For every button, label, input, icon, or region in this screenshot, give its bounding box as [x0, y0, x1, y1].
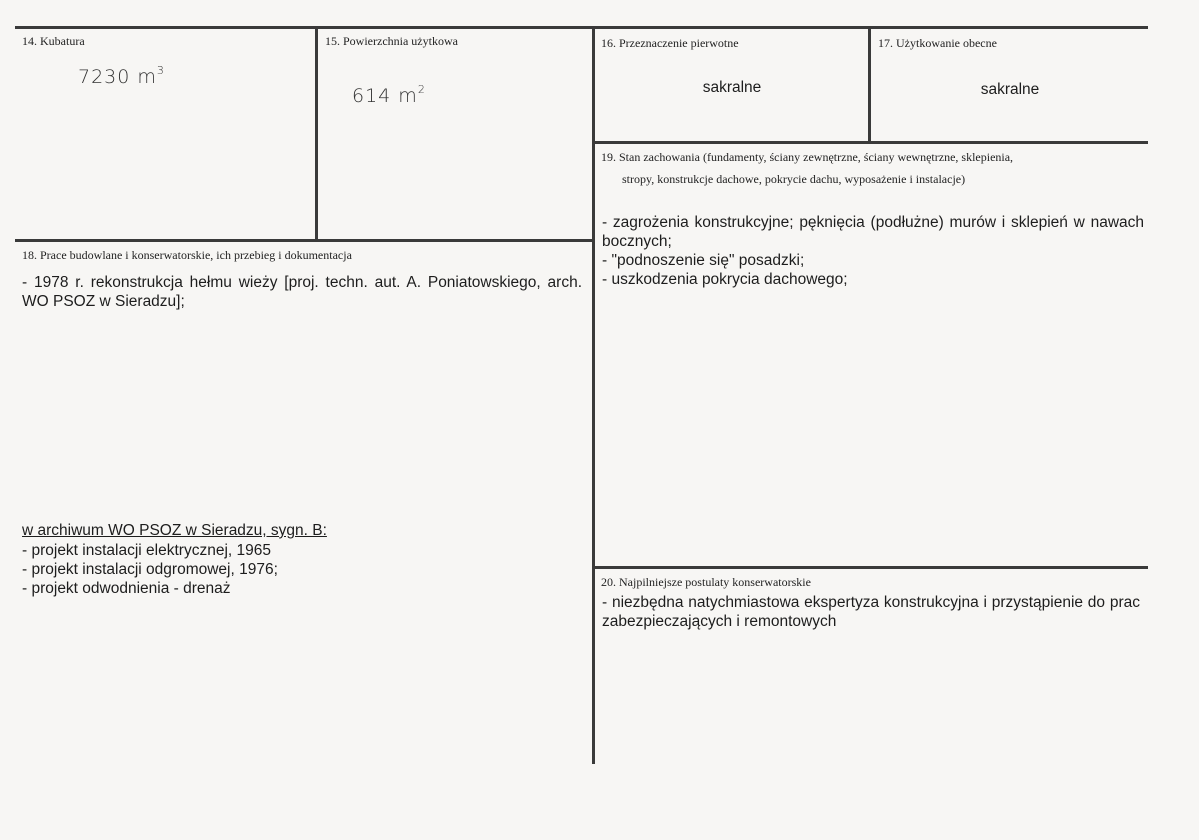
field-15-value: 614 $m^2$ [352, 83, 426, 107]
field-18-archive-list [22, 541, 582, 598]
field-19-label-line1: 19. Stan zachowania (fundamenty, ściany zewnętrzne, ściany wewnętrzne, sklepienia, [601, 150, 1014, 164]
top-border [15, 26, 1148, 29]
archive-item: - projekt odwodnienia - drenaż [22, 580, 231, 597]
field-18-text: - 1978 r. rekonstrukcja hełmu wieży [proj. techn. aut. A. Poniatowskiego, arch. WO PSOZ w Sieradzu]; [22, 274, 582, 310]
field-19-items [602, 213, 1144, 289]
field-17-label: 17. Użytkowanie obecne [878, 36, 997, 50]
field-19-label-line2: stropy, konstrukcje dachowe, pokrycie dachu, wyposażenie i instalacje) [622, 172, 966, 186]
field-19-item: - uszkodzenia pokrycia dachowego; [602, 271, 848, 288]
field-15-label: 15. Powierzchnia użytkowa [325, 34, 458, 48]
archive-item: - projekt instalacji elektrycznej, 1965 [22, 542, 271, 559]
divider-14-15 [315, 28, 318, 242]
field-16-label: 16. Przeznaczenie pierwotne [601, 36, 739, 50]
field-14-value: 7230 $m^3$ [78, 64, 165, 88]
field-19-item: - zagrożenia konstrukcyjne; pęknięcia (podłużne) murów i sklepień w nawach bocznych; [602, 214, 1144, 250]
field-20-text: - niezbędna natychmiastowa ekspertyza konstrukcyjna i przystąpienie do prac zabezpieczających i remontowych [602, 594, 1140, 630]
divider-center [592, 28, 595, 764]
divider-row-18 [15, 239, 594, 242]
field-16-value: sakralne [702, 79, 762, 96]
archive-item: - projekt instalacji odgromowej, 1976; [22, 561, 278, 578]
field-17-value: sakralne [980, 81, 1040, 98]
field-18-archive-heading: w archiwum WO PSOZ w Sieradzu, sygn. B: [22, 522, 327, 539]
field-19-item: - "podnoszenie się" posadzki; [602, 252, 805, 269]
field-20-label: 20. Najpilniejsze postulaty konserwatorskie [601, 575, 811, 589]
divider-row-19 [593, 141, 1148, 144]
divider-16-17 [868, 28, 871, 143]
field-18-label: 18. Prace budowlane i konserwatorskie, ich przebieg i dokumentacja [22, 248, 352, 262]
field-14-label: 14. Kubatura [22, 34, 85, 48]
divider-row-20 [593, 566, 1148, 569]
